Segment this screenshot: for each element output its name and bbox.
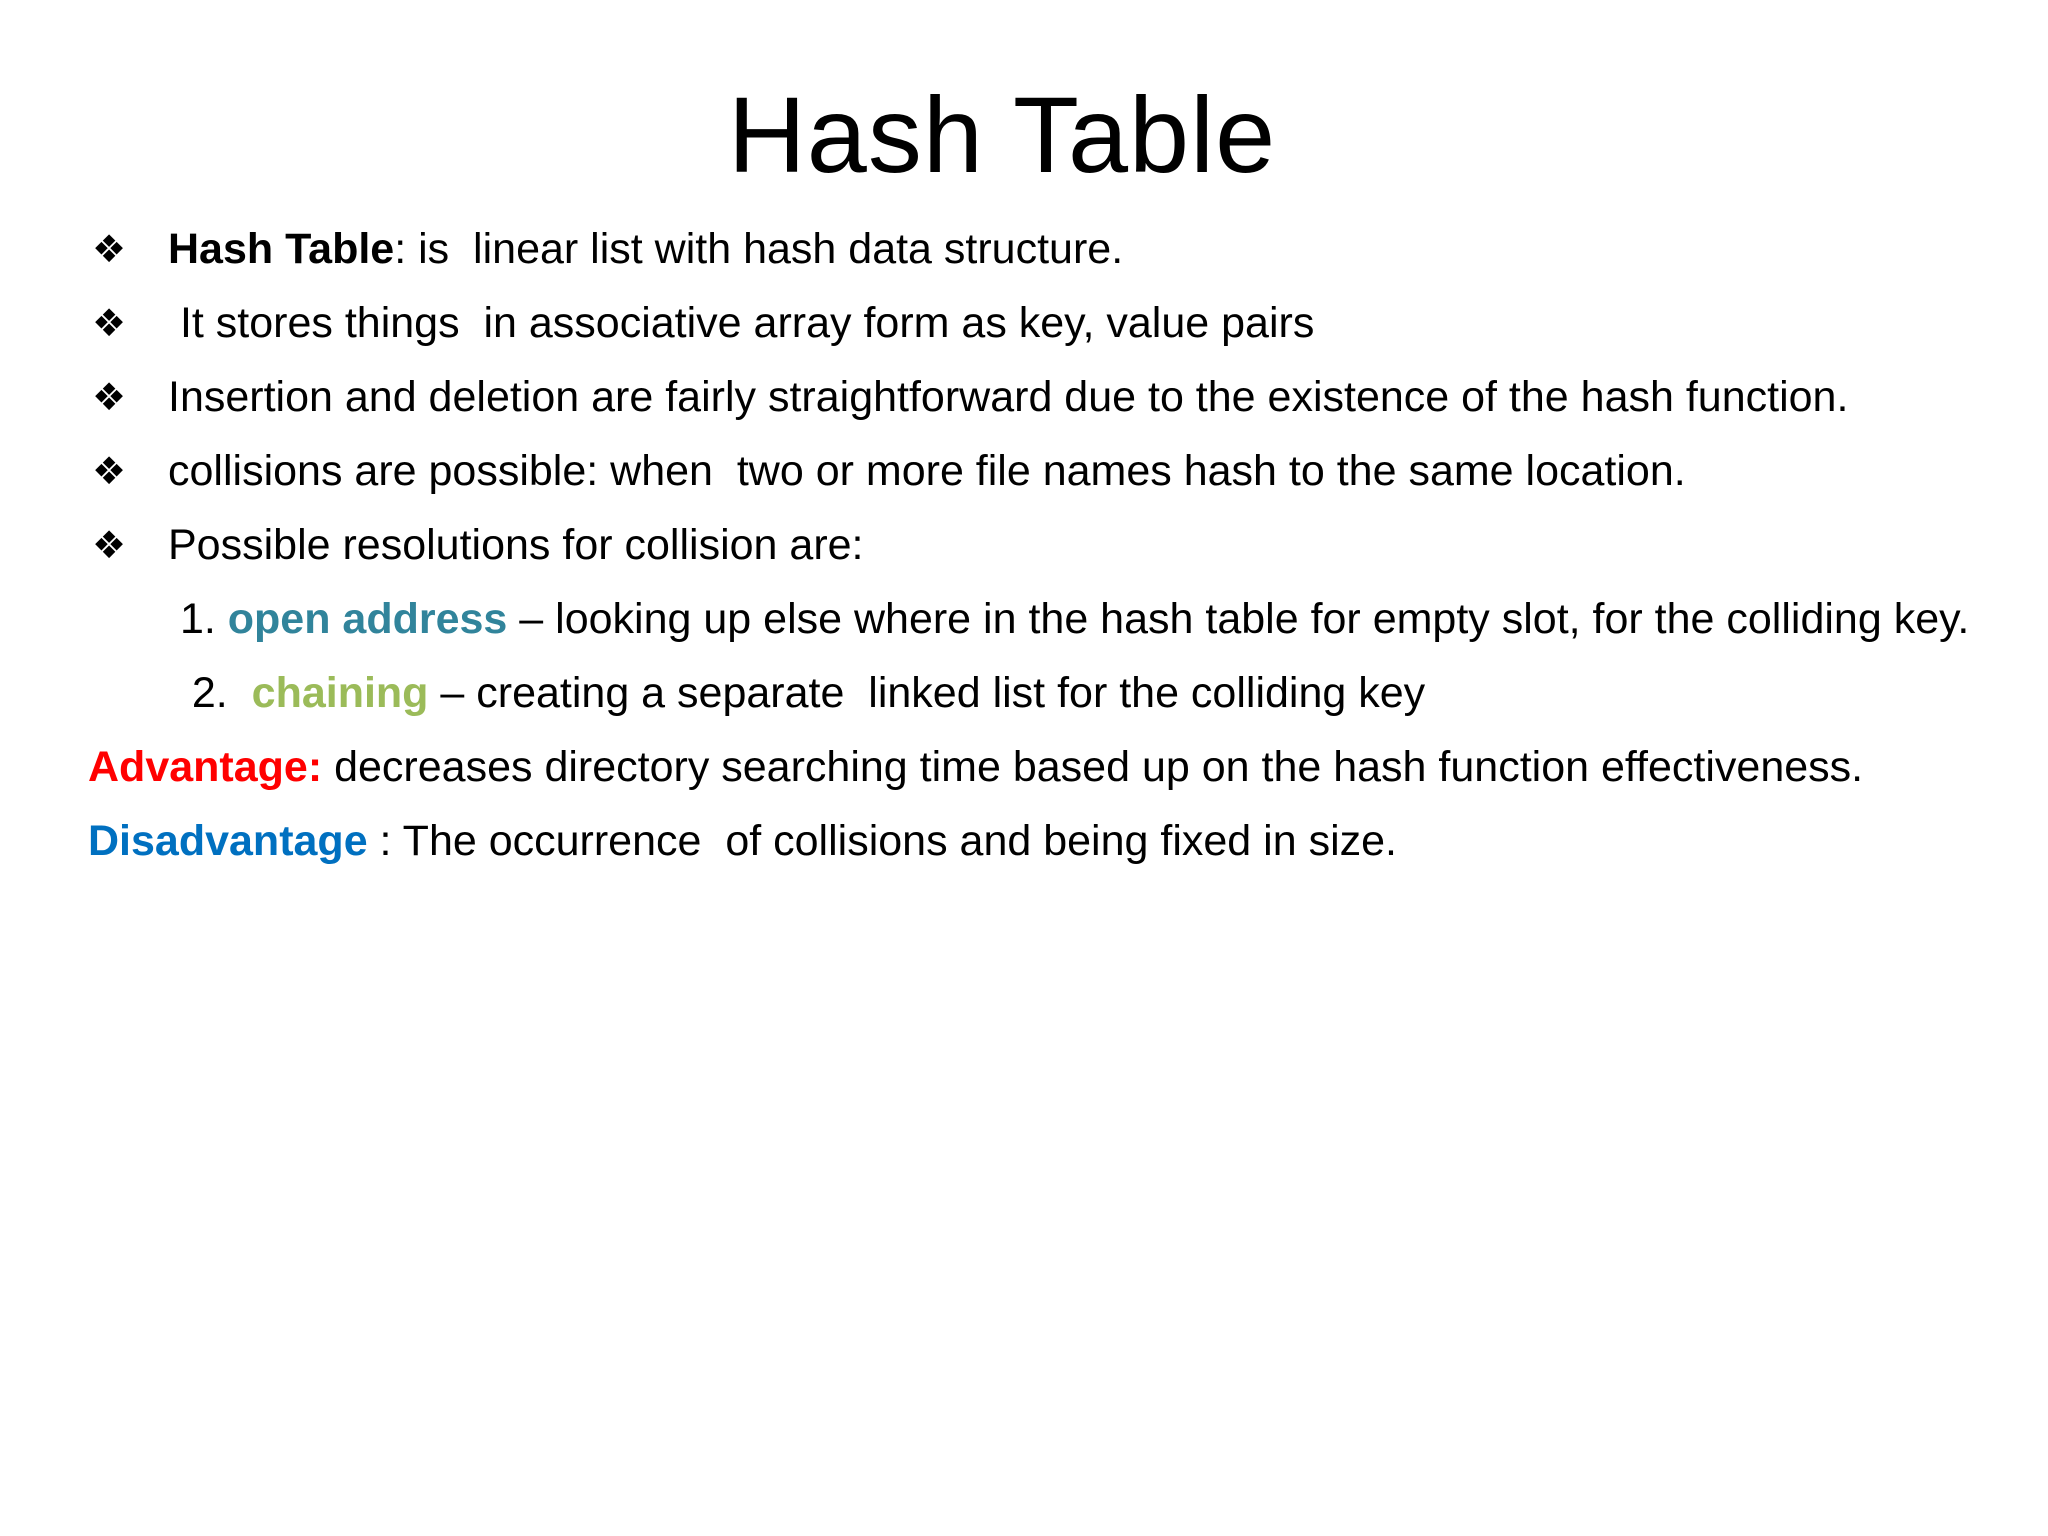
diamond-bullet-icon: ❖ bbox=[92, 375, 127, 419]
diamond-bullet-icon: ❖ bbox=[92, 523, 127, 567]
hash-table-term: Hash Table bbox=[168, 225, 395, 273]
resolution-text: – creating a separate linked list for the colliding key bbox=[428, 669, 1426, 717]
resolution-item bbox=[88, 662, 1988, 724]
resolution-number: 1. bbox=[168, 595, 228, 643]
resolution-item bbox=[88, 588, 1988, 650]
bullet-item bbox=[88, 218, 1988, 280]
diamond-bullet-icon: ❖ bbox=[92, 449, 127, 493]
bullet-item bbox=[88, 292, 1988, 354]
slide-title: Hash Table bbox=[727, 74, 1277, 195]
advantage-label: Advantage: bbox=[88, 743, 323, 791]
disadvantage-text: : The occurrence of collisions and being fixed in size. bbox=[367, 817, 1397, 865]
open-address-term: open address bbox=[227, 595, 508, 643]
bullet-item bbox=[88, 366, 1988, 428]
bullet-text: Possible resolutions for collision are: bbox=[168, 521, 864, 569]
resolution-text: – looking up else where in the hash table for empty slot, for the colliding key. bbox=[507, 595, 1970, 643]
disadvantage-paragraph bbox=[88, 810, 1988, 872]
advantage-text: decreases directory searching time based up on the hash function effectiveness. bbox=[322, 743, 1864, 791]
advantage-paragraph bbox=[88, 736, 1988, 798]
bullet-text: collisions are possible: when two or more file names hash to the same location. bbox=[168, 447, 1686, 495]
bullet-text: Insertion and deletion are fairly straightforward due to the existence of the hash function. bbox=[168, 373, 1849, 421]
resolution-number: 2. bbox=[168, 669, 252, 717]
diamond-bullet-icon: ❖ bbox=[92, 301, 127, 345]
slide-body bbox=[88, 218, 1988, 884]
disadvantage-label: Disadvantage bbox=[88, 817, 368, 865]
bullet-text: It stores things in associative array form as key, value pairs bbox=[168, 299, 1315, 347]
bullet-item bbox=[88, 514, 1988, 576]
diamond-bullet-icon: ❖ bbox=[92, 227, 127, 271]
bullet-text: : is linear list with hash data structure. bbox=[394, 225, 1124, 273]
chaining-term: chaining bbox=[251, 669, 429, 717]
bullet-item bbox=[88, 440, 1988, 502]
